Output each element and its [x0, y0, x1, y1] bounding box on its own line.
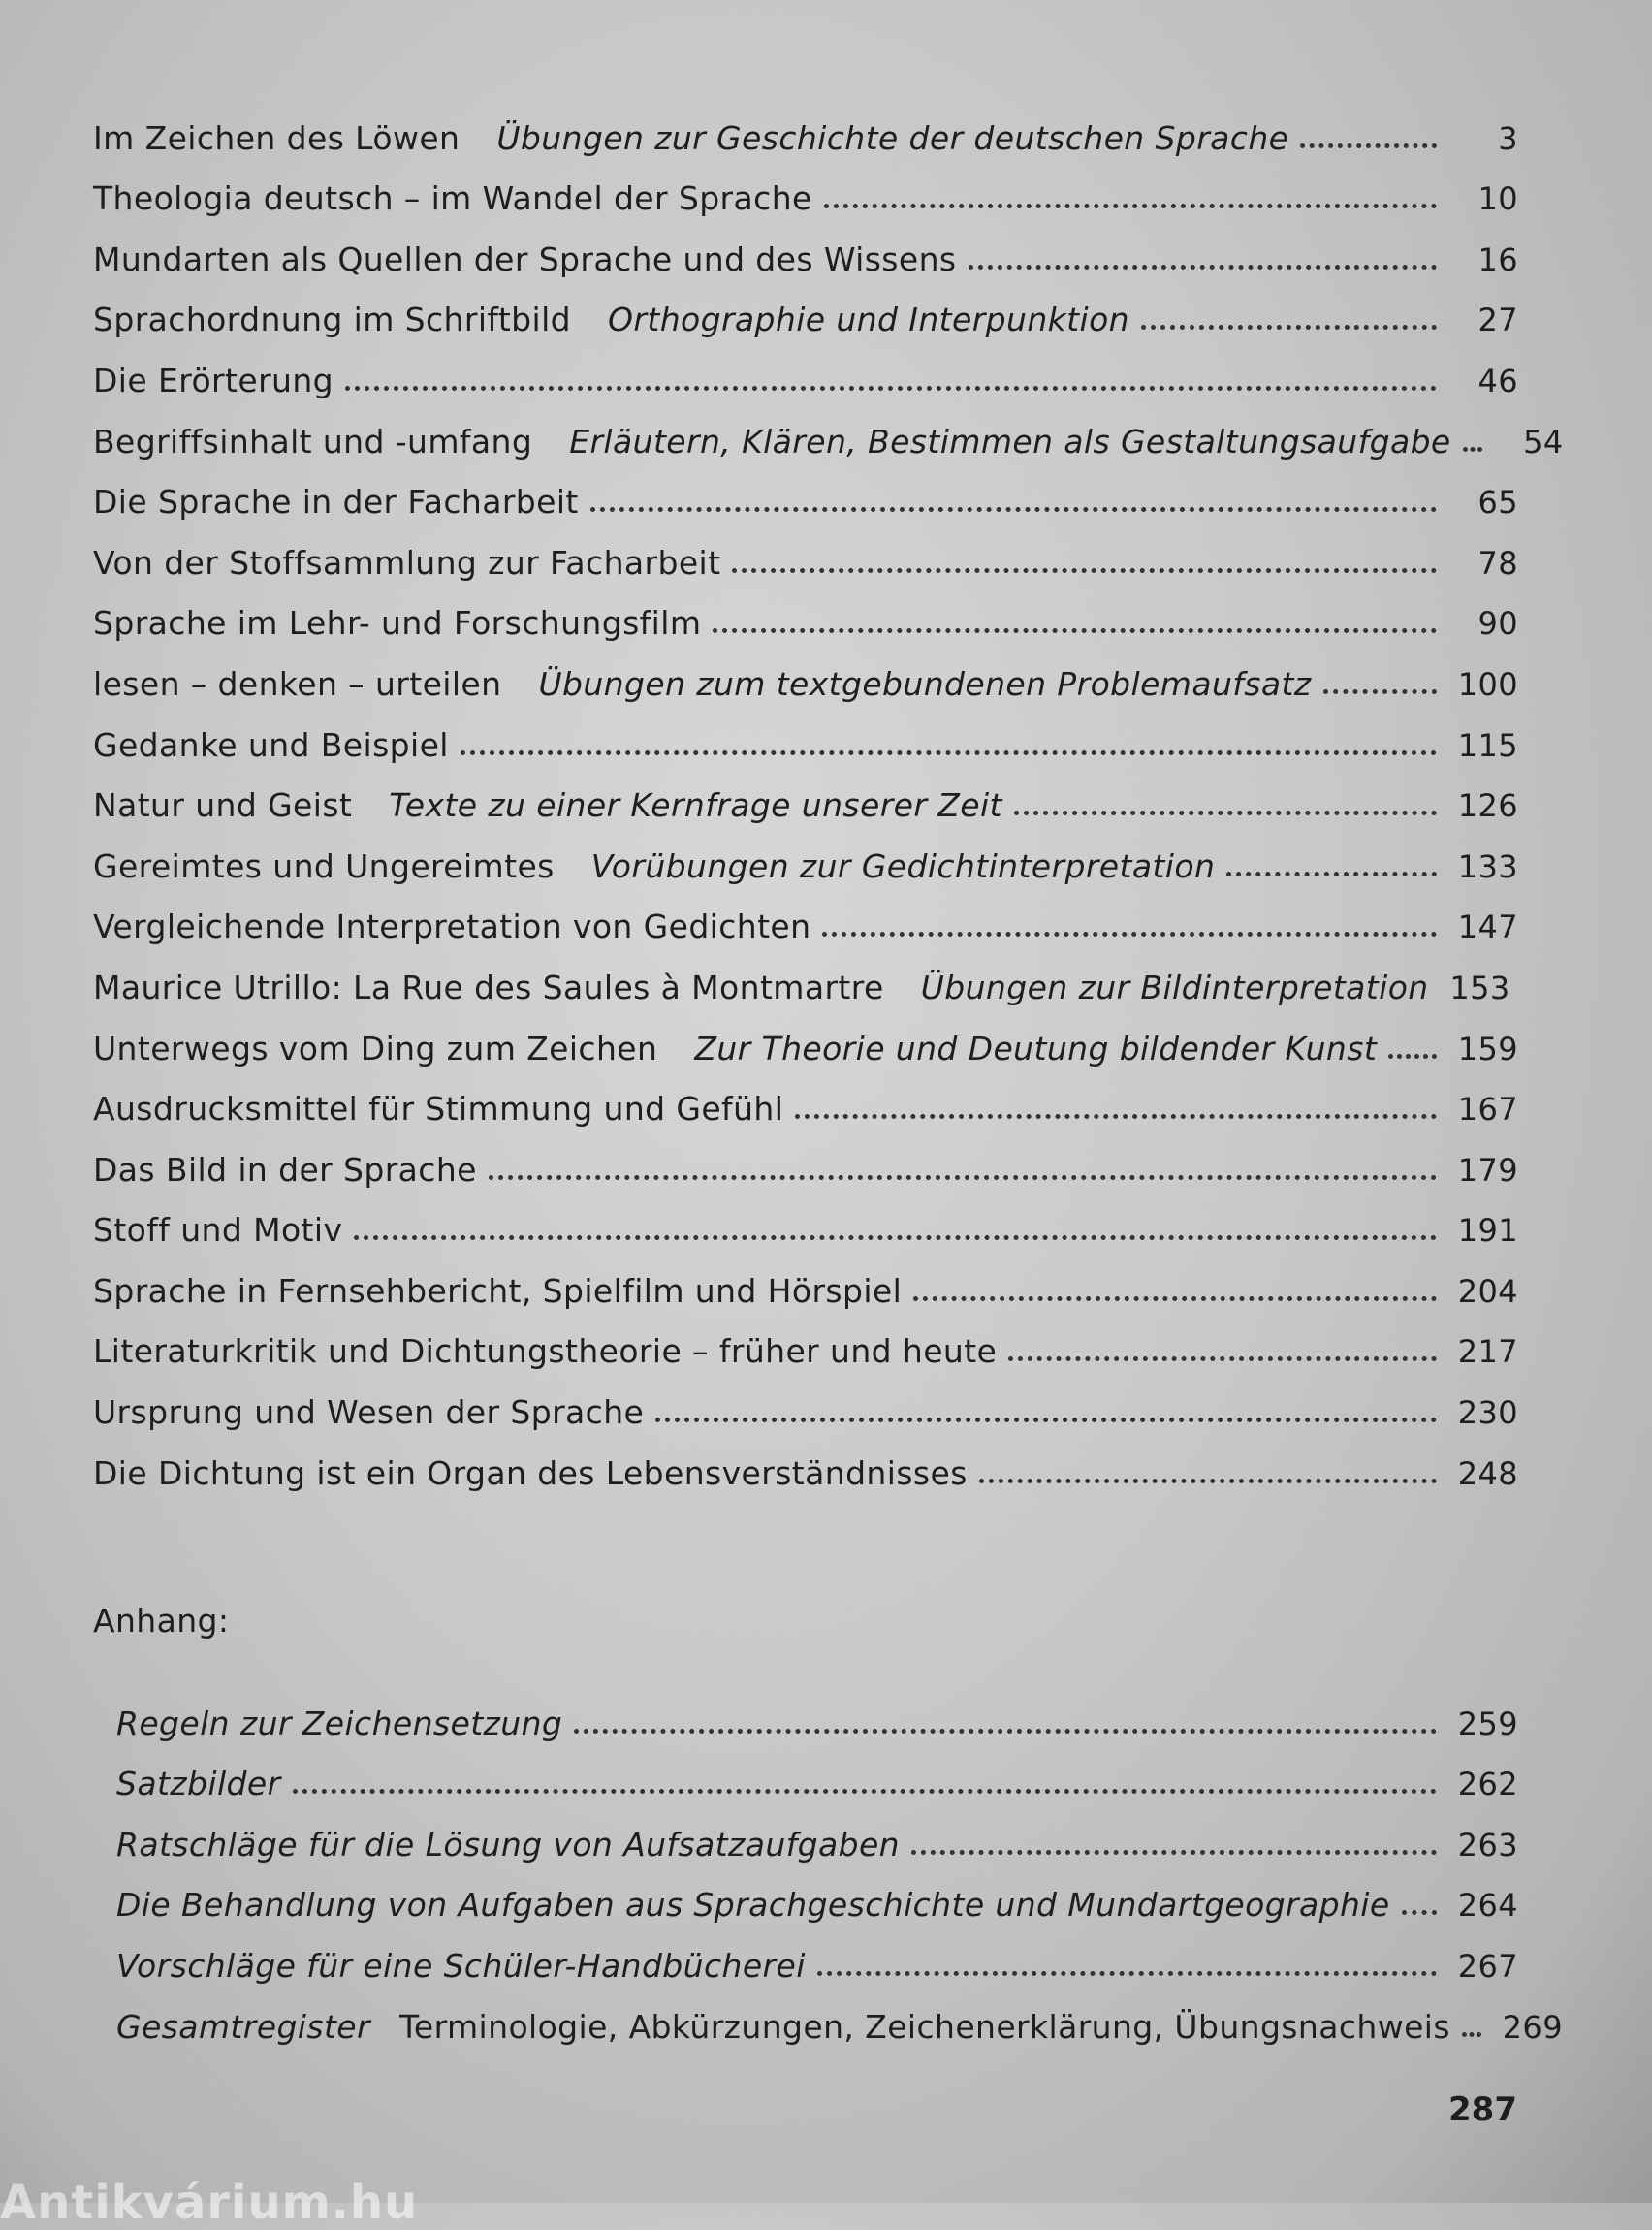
appendix-entry-title: Satzbilder — [116, 1765, 281, 1803]
appendix-entry-title: Regeln zur Zeichensetzung — [116, 1704, 563, 1742]
toc-entry-title: Theologia deutsch – im Wandel der Sprache — [93, 179, 812, 218]
toc-entry-page: 167 — [1457, 1091, 1518, 1129]
toc-entry-page: 248 — [1457, 1454, 1518, 1492]
dot-leader — [1300, 143, 1437, 148]
appendix-entry-page: 263 — [1457, 1826, 1518, 1864]
appendix-list — [116, 1682, 1563, 2047]
toc-entry-subtitle: Übungen zum textgebundenen Problemaufsatz — [538, 664, 1312, 703]
toc-entry-page: 153 — [1449, 969, 1510, 1006]
toc-entry — [93, 1007, 1518, 1068]
dot-leader — [732, 568, 1437, 573]
toc-entry-title: Das Bild in der Sprache — [93, 1150, 477, 1189]
toc-entry — [93, 1311, 1518, 1372]
dot-leader — [574, 1729, 1437, 1734]
toc-entry-page: 90 — [1477, 605, 1518, 643]
toc-entry — [93, 400, 1564, 462]
dot-leader — [913, 1296, 1437, 1301]
dot-leader — [354, 1235, 1437, 1240]
toc-entry-page: 159 — [1457, 1030, 1518, 1067]
dot-leader — [590, 507, 1437, 512]
toc-entry-page: 78 — [1477, 544, 1518, 582]
toc-entry-title: Stoff und Motiv — [93, 1211, 343, 1250]
watermark: Antikvárium.hu — [0, 2176, 419, 2230]
dot-leader — [713, 628, 1437, 633]
dot-leader — [345, 386, 1437, 391]
toc-entry — [93, 1250, 1518, 1311]
toc-entry — [93, 825, 1518, 886]
dot-leader — [911, 1850, 1437, 1855]
toc-entry — [93, 1129, 1518, 1190]
toc-entry-page: 65 — [1477, 484, 1518, 522]
toc-entry-page: 3 — [1498, 119, 1518, 157]
toc-entry-page: 147 — [1457, 908, 1518, 946]
appendix-entry-page: 269 — [1502, 2008, 1563, 2046]
appendix-entry — [116, 1986, 1563, 2047]
toc-entry — [93, 886, 1518, 947]
toc-entry-title: Literaturkritik und Dichtungstheorie – früher und heute — [93, 1332, 998, 1371]
dot-leader — [979, 1479, 1437, 1483]
dot-leader — [795, 1114, 1437, 1119]
toc-entry-title: Gedanke und Beispiel — [93, 725, 449, 764]
toc-entry — [93, 218, 1518, 279]
appendix-entry-title: Die Behandlung von Aufgaben aus Sprachgeschichte und Mundartgeographie — [116, 1886, 1390, 1925]
toc-entry-page: 230 — [1457, 1394, 1518, 1432]
toc-entry-page: 191 — [1457, 1212, 1518, 1250]
toc-entry-page: 204 — [1457, 1272, 1518, 1310]
toc-entry-title: Begriffsinhalt und -umfang — [93, 422, 533, 461]
toc-entry-page: 27 — [1477, 302, 1518, 339]
toc-entry-title: lesen – denken – urteilen — [93, 664, 502, 703]
toc-entry — [93, 583, 1518, 644]
dot-leader — [1388, 1054, 1437, 1059]
toc-entry — [93, 1190, 1518, 1251]
toc-entry — [93, 97, 1518, 158]
toc-entry-title: Sprachordnung im Schriftbild — [93, 301, 572, 339]
appendix-entry — [116, 1803, 1518, 1864]
toc-entry-title: Maurice Utrillo: La Rue des Saules à Montmartre — [93, 968, 884, 1006]
appendix-entry — [116, 1743, 1518, 1804]
toc-entry-title: Die Sprache in der Facharbeit — [93, 483, 579, 522]
toc-entry-page: 179 — [1457, 1151, 1518, 1189]
toc-entry — [93, 279, 1518, 340]
appendix-entry-page: 264 — [1457, 1887, 1518, 1925]
toc-entry — [93, 1432, 1518, 1493]
toc-entry-title: Die Erörterung — [93, 361, 334, 399]
dot-leader — [1462, 2032, 1481, 2037]
toc-entry-page: 46 — [1477, 362, 1518, 399]
toc-entry-title: Unterwegs vom Ding zum Zeichen — [93, 1029, 658, 1067]
appendix-entry-title: Gesamtregister — [116, 2007, 370, 2046]
toc-entry-title: Die Dichtung ist ein Organ des Lebensverständnisses — [93, 1453, 968, 1492]
appendix-entry — [116, 1864, 1518, 1926]
toc-entry-title: Natur und Geist — [93, 786, 353, 825]
dot-leader — [461, 750, 1437, 755]
toc-entry-subtitle: Übungen zur Geschichte der deutschen Sprache — [496, 118, 1289, 157]
appendix-entry — [116, 1925, 1518, 1986]
toc-entry-subtitle: Texte zu einer Kernfrage unserer Zeit — [389, 786, 1002, 825]
toc-entry-title: Gereimtes und Ungereimtes — [93, 846, 555, 885]
toc-entry — [93, 704, 1518, 765]
dot-leader — [1463, 447, 1482, 452]
toc-entry-page: 100 — [1457, 665, 1518, 703]
toc-entry-subtitle: Vorübungen zur Gedichtinterpretation — [590, 846, 1216, 885]
dot-leader — [1226, 872, 1437, 876]
dot-leader — [824, 204, 1437, 208]
dot-leader — [817, 1971, 1437, 1976]
dot-leader — [1141, 325, 1437, 330]
appendix-entry-page: 259 — [1457, 1704, 1518, 1742]
dot-leader — [822, 932, 1437, 937]
toc-entry — [93, 643, 1518, 704]
dot-leader — [293, 1789, 1437, 1794]
appendix-entry — [116, 1682, 1518, 1743]
dot-leader — [1014, 811, 1437, 815]
dot-leader — [655, 1418, 1437, 1422]
toc-entry-page: 54 — [1523, 423, 1564, 461]
appendix-entry-title: Ratschläge für die Lösung von Aufsatzaufgaben — [116, 1825, 901, 1864]
toc-entry — [93, 158, 1518, 219]
toc-entry — [93, 1371, 1518, 1432]
dot-leader — [489, 1175, 1437, 1180]
toc-entry — [93, 522, 1518, 583]
toc-entry — [93, 339, 1518, 400]
toc-entry-page: 133 — [1457, 847, 1518, 885]
toc-entry-title: Im Zeichen des Löwen — [93, 118, 461, 157]
appendix-entry-title: Vorschläge für eine Schüler-Handbücherei — [116, 1946, 806, 1985]
toc-entry-title: Vergleichende Interpretation von Gedichten — [93, 908, 811, 946]
toc-entry-title: Ursprung und Wesen der Sprache — [93, 1393, 645, 1432]
appendix-entry-subtitle: Terminologie, Abkürzungen, Zeichenerklärung, Übungsnachweis — [398, 2007, 1450, 2046]
toc-entry-title: Sprache im Lehr- und Forschungsfilm — [93, 604, 702, 643]
dot-leader — [1402, 1910, 1437, 1915]
toc-entry-title: Sprache in Fernsehbericht, Spielfilm und Hörspiel — [93, 1271, 903, 1310]
appendix-heading: Anhang: — [93, 1602, 230, 1640]
toc-entry-page: 217 — [1457, 1333, 1518, 1371]
toc-entry-subtitle: Erläutern, Klären, Bestimmen als Gestaltungsaufgabe — [569, 422, 1451, 461]
toc-entry — [93, 462, 1518, 523]
appendix-entry-page: 267 — [1457, 1947, 1518, 1985]
toc-entry-page: 16 — [1477, 240, 1518, 278]
toc-entry-subtitle: Orthographie und Interpunktion — [608, 301, 1129, 339]
toc-entry-title: Mundarten als Quellen der Sprache und des Wissens — [93, 239, 957, 278]
page-number: 287 — [1448, 2090, 1517, 2129]
dot-leader — [1008, 1356, 1437, 1361]
toc-entry-title: Ausdrucksmittel für Stimmung und Gefühl — [93, 1090, 784, 1129]
toc-entry — [93, 1068, 1518, 1130]
toc-entry-page: 115 — [1457, 726, 1518, 764]
dot-leader — [969, 265, 1437, 270]
toc-entry — [93, 946, 1518, 1007]
toc-entry-subtitle: Übungen zur Bildinterpretation — [920, 968, 1429, 1006]
toc-entry — [93, 765, 1518, 826]
toc-entry-title: Von der Stoffsammlung zur Facharbeit — [93, 543, 721, 582]
toc-entry-subtitle: Zur Theorie und Deutung bildender Kunst — [694, 1029, 1378, 1067]
table-of-contents — [93, 97, 1564, 1493]
appendix-entry-page: 262 — [1457, 1766, 1518, 1803]
toc-entry-page: 126 — [1457, 787, 1518, 825]
toc-entry-page: 10 — [1477, 180, 1518, 218]
dot-leader — [1323, 689, 1437, 694]
